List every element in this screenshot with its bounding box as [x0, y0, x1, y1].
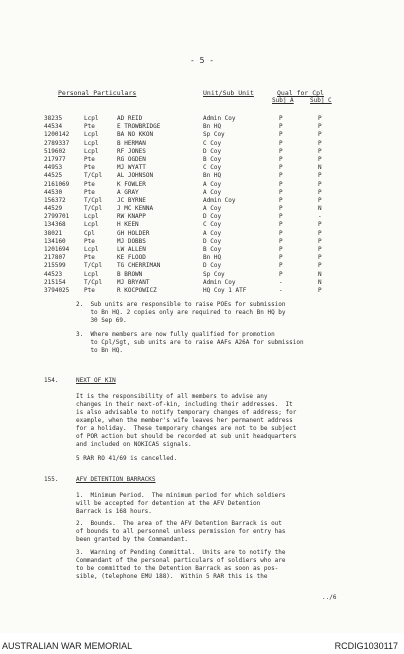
unit: A Coy — [203, 229, 222, 237]
member-name: B HERMAN — [117, 139, 146, 147]
table-row — [0, 164, 404, 172]
section-154-number: 154. — [44, 377, 59, 384]
subj-a-result: P — [279, 123, 283, 131]
subj-c-result: N — [318, 205, 322, 213]
paragraph-3: 3. Where members are now fully qualified for promotion to Cpl/Sgt, sub units are to raise AAFs A26A for submission to Bn HQ. — [76, 331, 304, 354]
service-number: 44530 — [44, 188, 63, 196]
subj-c-result: P — [318, 286, 322, 294]
section-155-number: 155. — [44, 476, 59, 483]
rank: Pte — [84, 180, 95, 188]
subj-a-result: P — [279, 262, 283, 270]
service-number: 38021 — [44, 229, 63, 237]
service-number: 217977 — [44, 155, 66, 163]
subj-c-result: N — [318, 270, 322, 278]
table-row — [0, 230, 404, 238]
table-row — [0, 262, 404, 270]
subj-a-result: P — [279, 131, 283, 139]
unit: C Coy — [203, 164, 222, 172]
service-number: 217807 — [44, 254, 66, 262]
rank: Lcpl — [84, 147, 99, 155]
table-row — [0, 221, 404, 229]
rank: Lcpl — [84, 131, 99, 139]
table-row — [0, 189, 404, 197]
subj-c-result: P — [318, 139, 322, 147]
member-name: E TROWBRIDGE — [117, 123, 161, 131]
subj-c-result: N — [318, 164, 322, 172]
header-unit-sub-unit: Unit/Sub Unit — [203, 89, 254, 97]
paragraph-2: 2. Sub units are responsible to raise POEs for submission to Bn HQ. 2 copies only are required to reach Bn HQ by 30 Sep 69. — [76, 301, 286, 324]
unit: HQ Coy 1 ATF — [203, 286, 247, 294]
subj-c-result: P — [318, 188, 322, 196]
service-number: 215599 — [44, 262, 66, 270]
rank: Lcpl — [84, 139, 99, 147]
member-name: MJ DOBBS — [117, 237, 146, 245]
member-name: GH HOLDER — [117, 229, 150, 237]
unit: B Coy — [203, 246, 222, 253]
subj-a-result: P — [279, 246, 283, 253]
unit: Sp Coy — [203, 131, 225, 139]
member-name: AL JOHNSON — [117, 172, 154, 180]
member-name: KE FLOOD — [117, 254, 146, 262]
unit: Admin Coy — [203, 278, 236, 286]
rank: T/Cpl — [84, 172, 103, 180]
subj-a-result: P — [279, 270, 283, 278]
table-row — [0, 205, 404, 213]
section-155-para-1: 1. Minimum Period. The minimum period for which soldiers will be accepted for detention at the AFV Detention Barrack is 168 hours. — [76, 492, 286, 515]
table-row — [0, 131, 404, 139]
table-row — [0, 254, 404, 262]
subj-a-result: P — [279, 213, 283, 221]
rank: Lcpl — [84, 221, 99, 229]
subj-a-result: P — [279, 254, 283, 262]
subj-c-result: P — [318, 131, 322, 139]
table-row — [0, 156, 404, 164]
service-number: 1200142 — [44, 131, 70, 139]
table-row — [0, 123, 404, 131]
rank: Pte — [84, 188, 95, 196]
section-155-para-2: 2. Bounds. The area of the AFV Detention Barrack is out of bounds to all personnel unless permission for entry has been granted by the Commandant. — [76, 520, 286, 543]
service-number: 44525 — [44, 172, 63, 180]
subj-a-result: P — [279, 221, 283, 229]
rank: Lcpl — [84, 270, 99, 278]
header-qual-for-cpl: Qual for Cpl — [277, 89, 324, 97]
rank: T/Cpl — [84, 205, 103, 213]
table-row — [0, 181, 404, 189]
member-name: AD REID — [117, 115, 143, 122]
continuation-marker: ../6 — [322, 594, 337, 601]
table-row — [0, 197, 404, 205]
subj-c-result: P — [318, 180, 322, 188]
subj-c-result: P — [318, 196, 322, 204]
subj-c-result: P — [318, 123, 322, 131]
service-number: 2799701 — [44, 213, 70, 221]
member-name: A GRAY — [117, 188, 139, 196]
subj-a-result: P — [279, 164, 283, 172]
member-name: J MC KENNA — [117, 205, 154, 213]
service-number: 44523 — [44, 270, 63, 278]
unit: A Coy — [203, 188, 222, 196]
subj-a-result: P — [279, 205, 283, 213]
unit: D Coy — [203, 213, 222, 221]
subj-a-result: P — [279, 188, 283, 196]
rank: T/Cpl — [84, 196, 103, 204]
member-name: TG CHERRIMAN — [117, 262, 161, 270]
rank: Pte — [84, 164, 95, 172]
rank: Pte — [84, 123, 95, 131]
service-number: 2789337 — [44, 139, 70, 147]
unit: Sp Coy — [203, 270, 225, 278]
rank: Pte — [84, 286, 95, 294]
footer-record-id: RCDIG1030117 — [334, 641, 398, 651]
table-row — [0, 115, 404, 123]
unit: A Coy — [203, 205, 222, 213]
section-154-body: It is the responsibility of all members to advise any changes in their next-of-kin, including their addresses. It is also advisable to notify temporary changes of address; for example, when the member's wife leaves her permanent address for a holiday. These temporary changes are not to be subject of POR action but should be recorded at sub unit headquarters and included on NOKICAS signals. — [76, 393, 297, 448]
page-number: - 5 - — [189, 56, 215, 65]
subj-c-result: P — [318, 221, 322, 229]
subj-c-result: P — [318, 262, 322, 270]
rank: T/Cpl — [84, 278, 103, 286]
service-number: 44534 — [44, 123, 63, 131]
subj-c-result: P — [318, 254, 322, 262]
subj-a-result: P — [279, 229, 283, 237]
subj-c-result: P — [318, 147, 322, 155]
subj-a-result: P — [279, 237, 283, 245]
member-name: B BROWN — [117, 270, 143, 278]
subj-a-result: P — [279, 155, 283, 163]
unit: Bn HQ — [203, 172, 222, 180]
personnel-table — [0, 115, 404, 295]
unit: A Coy — [203, 180, 222, 188]
footer-archive-name: AUSTRALIAN WAR MEMORIAL — [2, 641, 133, 651]
subj-c-result: P — [318, 172, 322, 180]
service-number: 134368 — [44, 221, 66, 229]
subj-c-result: P — [318, 155, 322, 163]
subj-a-result: P — [279, 172, 283, 180]
member-name: RG OGDEN — [117, 155, 146, 163]
table-row — [0, 279, 404, 287]
header-subj-c: Subj C — [310, 97, 332, 104]
subj-a-result: P — [279, 115, 283, 122]
subj-c-result: P — [318, 115, 322, 122]
subj-a-result: - — [279, 286, 283, 294]
unit: Admin Coy — [203, 196, 236, 204]
service-number: 44529 — [44, 205, 63, 213]
service-number: 215154 — [44, 278, 66, 286]
service-number: 134160 — [44, 237, 66, 245]
section-155-para-3: 3. Warning of Pending Committal. Units are to notify the Commandant of the personal particulars of soldiers who are to be committed to the Detention Barrack as soon as pos- sible, (telephone EMU 188). Within 5 RAR this is the — [76, 549, 286, 580]
header-personal-particulars: Personal Particulars — [58, 89, 137, 97]
rank: Pte — [84, 155, 95, 163]
rank: Cpl — [84, 229, 95, 237]
table-row — [0, 287, 404, 295]
subj-a-result: P — [279, 196, 283, 204]
table-row — [0, 238, 404, 246]
rank: T/Cpl — [84, 262, 103, 270]
section-155-title: AFV DETENTION BARRACKS — [76, 476, 156, 483]
table-row — [0, 246, 404, 254]
rank: Pte — [84, 254, 95, 262]
subj-a-result: - — [279, 278, 283, 286]
section-154-cancel-note: 5 RAR RO 41/69 is cancelled. — [76, 455, 178, 462]
member-name: RF JONES — [117, 147, 146, 155]
section-154-title: NEXT OF KIN — [76, 377, 116, 384]
unit: B Coy — [203, 155, 222, 163]
subj-c-result: P — [318, 246, 322, 253]
archive-footer — [0, 633, 404, 654]
unit: C Coy — [203, 139, 222, 147]
service-number: 44953 — [44, 164, 63, 172]
subj-a-result: P — [279, 180, 283, 188]
member-name: K FOWLER — [117, 180, 146, 188]
member-name: MJ BRYANT — [117, 278, 150, 286]
subj-c-result: - — [318, 213, 322, 221]
rank: Pte — [84, 237, 95, 245]
rank: Lcpl — [84, 115, 99, 122]
unit: D Coy — [203, 237, 222, 245]
rank: Lcpl — [84, 213, 99, 221]
service-number: 156372 — [44, 196, 66, 204]
service-number: 1201694 — [44, 246, 70, 253]
unit: Bn HQ — [203, 254, 222, 262]
unit: C Coy — [203, 221, 222, 229]
subj-a-result: P — [279, 147, 283, 155]
member-name: JC BYRNE — [117, 196, 146, 204]
member-name: RW KNAPP — [117, 213, 146, 221]
unit: Bn HQ — [203, 123, 222, 131]
unit: D Coy — [203, 147, 222, 155]
rank: Lcpl — [84, 246, 99, 253]
subj-c-result: P — [318, 237, 322, 245]
service-number: 3794025 — [44, 286, 70, 294]
table-row — [0, 271, 404, 279]
table-row — [0, 140, 404, 148]
table-row — [0, 148, 404, 156]
service-number: 2161069 — [44, 180, 70, 188]
member-name: BA NO KKON — [117, 131, 154, 139]
member-name: LW ALLEN — [117, 246, 146, 253]
service-number: 38235 — [44, 115, 63, 122]
table-row — [0, 172, 404, 180]
member-name: MJ WYATT — [117, 164, 146, 172]
member-name: R KOCPOWICZ — [117, 286, 157, 294]
table-row — [0, 213, 404, 221]
subj-c-result: N — [318, 278, 322, 286]
unit: Admin Coy — [203, 115, 236, 122]
subj-a-result: P — [279, 139, 283, 147]
member-name: H KEEN — [117, 221, 139, 229]
service-number: 519602 — [44, 147, 66, 155]
subj-c-result: P — [318, 229, 322, 237]
header-subj-a: Subj A — [272, 97, 294, 104]
unit: D Coy — [203, 262, 222, 270]
